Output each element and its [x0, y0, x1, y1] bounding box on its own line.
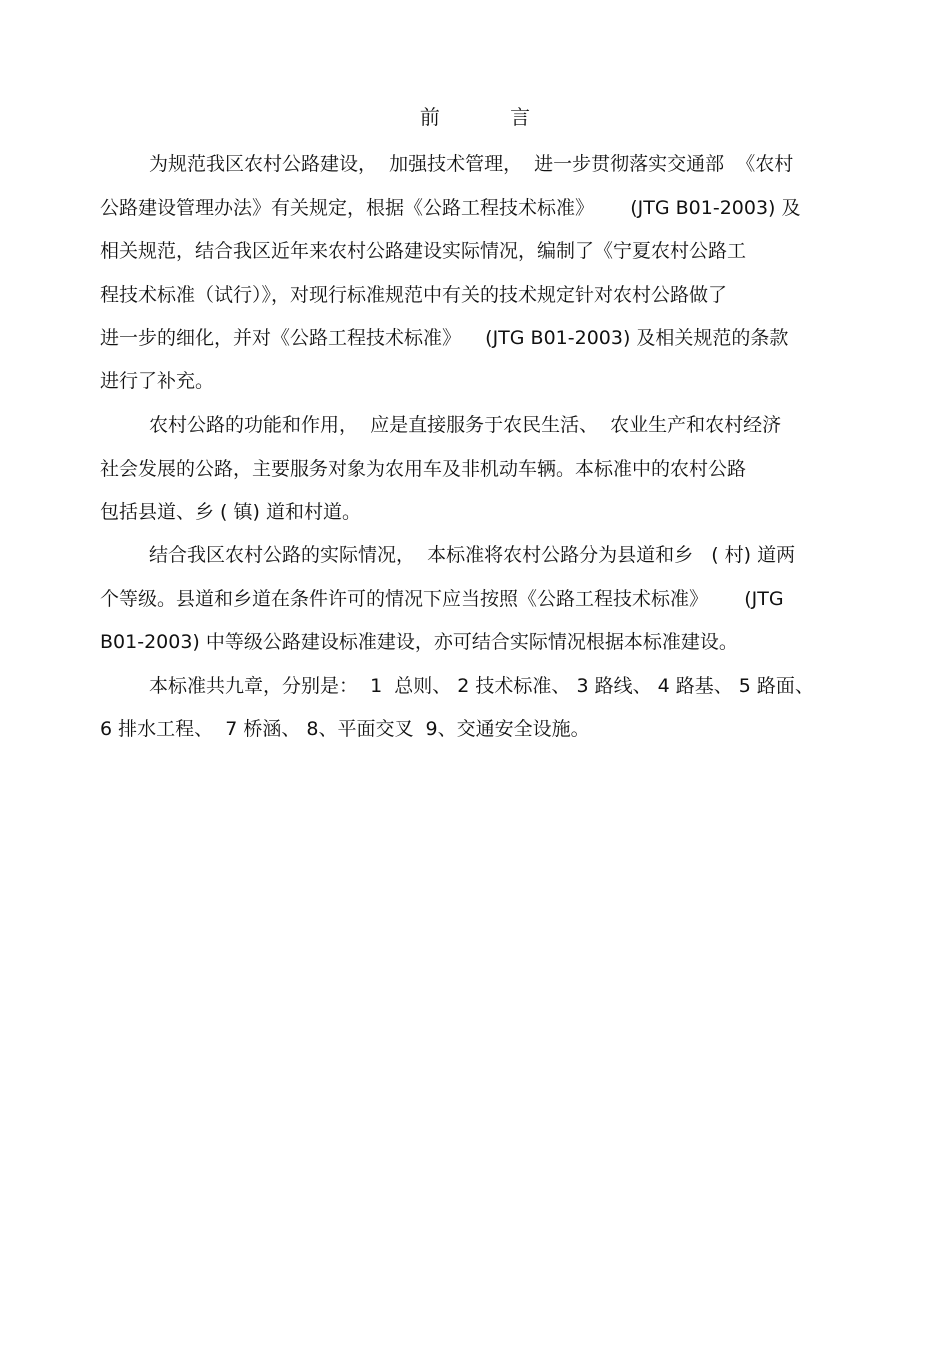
paragraph-1-line-5: 进一步的细化，并对《公路工程技术标准》 (JTG B01-2003) 及相关规范的条款: [100, 327, 789, 349]
paragraph-3-line-3: B01-2003) 中等级公路建设标准建设，亦可结合实际情况根据本标准建设。: [100, 631, 738, 653]
paragraph-1-line-2: 公路建设管理办法》有关规定，根据《公路工程技术标准》 (JTG B01-2003) 及: [100, 197, 801, 219]
paragraph-3-line-1: 结合我区农村公路的实际情况， 本标准将农村公路分为县道和乡 ( 村) 道两: [149, 544, 796, 566]
paragraph-4-line-2: 6 排水工程、 7 桥涵、 8、平面交叉 9、交通安全设施。: [100, 718, 590, 740]
paragraph-3-line-2: 个等级。县道和乡道在条件许可的情况下应当按照《公路工程技术标准》 (JTG: [100, 588, 784, 610]
paragraph-1-line-4: 程技术标准（试行）》，对现行标准规范中有关的技术规定针对农村公路做了: [100, 284, 728, 306]
paragraph-1-line-1: 为规范我区农村公路建设， 加强技术管理， 进一步贯彻落实交通部 《农村: [149, 153, 794, 175]
paragraph-2-line-1: 农村公路的功能和作用， 应是直接服务于农民生活、 农业生产和农村经济: [149, 414, 782, 436]
paragraph-2-line-3: 包括县道、乡 ( 镇) 道和村道。: [100, 501, 361, 523]
paragraph-2-line-2: 社会发展的公路，主要服务对象为农用车及非机动车辆。本标准中的农村公路: [100, 458, 747, 480]
page-title: 前 言: [419, 105, 563, 129]
paragraph-4-line-1: 本标准共九章，分别是： 1 总则、 2 技术标准、 3 路线、 4 路基、 5 路面、: [149, 675, 814, 697]
paragraph-1-line-6: 进行了补充。: [100, 370, 215, 392]
paragraph-1-line-3: 相关规范，结合我区近年来农村公路建设实际情况，编制了《宁夏农村公路工: [100, 240, 747, 262]
